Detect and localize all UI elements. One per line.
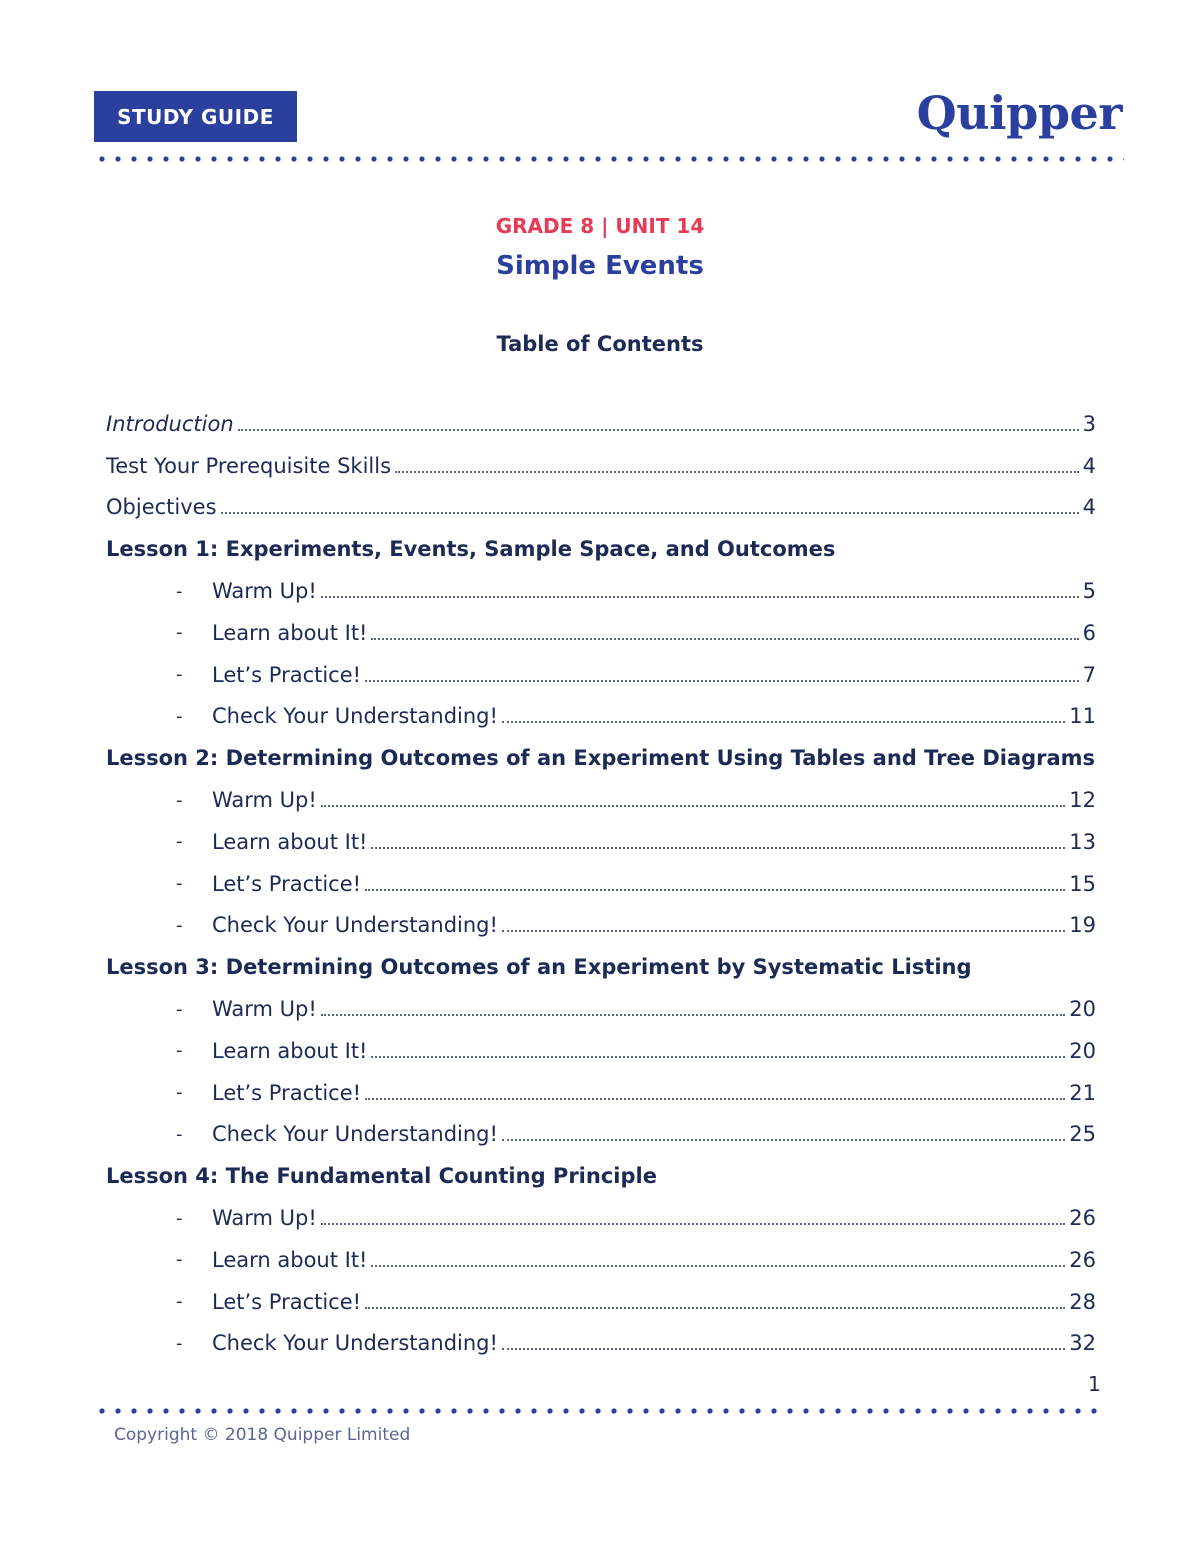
toc-entry-label: Learn about It!: [212, 829, 368, 854]
toc-entry: [106, 654, 1096, 696]
toc-dot-leader: [395, 471, 1079, 473]
toc-entry-label: Lesson 1: Experiments, Events, Sample Space, and Outcomes: [106, 537, 836, 562]
toc-entry-label: Check Your Understanding!: [212, 913, 498, 938]
toc-dot-leader: [502, 1348, 1065, 1350]
toc-lesson-heading: [106, 737, 1096, 779]
toc-dot-leader: [321, 596, 1079, 598]
toc-page-number: 28: [1069, 1289, 1096, 1314]
toc-page-number: 12: [1069, 788, 1096, 813]
toc-entry-label: Let’s Practice!: [212, 1289, 362, 1314]
toc-dot-leader: [502, 930, 1065, 932]
toc-entry: [106, 1281, 1096, 1323]
toc-entry: [106, 988, 1096, 1030]
toc-bullet: -: [176, 705, 183, 727]
footer-dotted-divider: [94, 1408, 1106, 1414]
toc-bullet: -: [176, 1249, 183, 1271]
toc-page-number: 19: [1069, 913, 1096, 938]
toc-entry-label: Let’s Practice!: [212, 662, 362, 687]
toc-dot-leader: [371, 1056, 1065, 1058]
toc-bullet: -: [176, 622, 183, 644]
toc-entry: [106, 779, 1096, 821]
toc-bullet: -: [176, 1082, 183, 1104]
page-number: 1: [1088, 1372, 1101, 1396]
toc-dot-leader: [371, 638, 1078, 640]
toc-dot-leader: [371, 1265, 1065, 1267]
toc-dot-leader: [221, 512, 1079, 514]
toc-bullet: -: [176, 1207, 183, 1229]
toc-entry: [106, 1030, 1096, 1072]
toc-entry-label: Lesson 2: Determining Outcomes of an Experiment Using Tables and Tree Diagrams: [106, 746, 1096, 771]
toc-bullet: -: [176, 1291, 183, 1313]
toc-dot-leader: [502, 1139, 1065, 1141]
toc-page-number: 26: [1069, 1247, 1096, 1272]
toc-bullet: -: [176, 873, 183, 895]
table-of-contents: [106, 403, 1096, 1364]
toc-entry-label: Warm Up!: [212, 788, 317, 813]
toc-bullet: -: [176, 1123, 183, 1145]
toc-entry-label: Let’s Practice!: [212, 871, 362, 896]
toc-entry-label: Objectives: [106, 495, 217, 520]
copyright-text: Copyright © 2018 Quipper Limited: [114, 1425, 411, 1445]
toc-bullet: -: [176, 789, 183, 811]
toc-entry-label: Check Your Understanding!: [212, 704, 498, 729]
toc-dot-leader: [371, 847, 1065, 849]
toc-entry-label: Warm Up!: [212, 1206, 317, 1231]
toc-lesson-heading: [106, 528, 1096, 570]
toc-entry: [106, 696, 1096, 738]
toc-entry-label: Lesson 4: The Fundamental Counting Principle: [106, 1164, 657, 1189]
toc-page-number: 4: [1082, 495, 1096, 520]
toc-dot-leader: [321, 1014, 1065, 1016]
toc-page-number: 20: [1069, 997, 1096, 1022]
toc-page-number: 32: [1069, 1331, 1096, 1356]
toc-dot-leader: [365, 680, 1079, 682]
toc-entry: [106, 487, 1096, 529]
toc-entry: [106, 863, 1096, 905]
toc-dot-leader: [502, 721, 1065, 723]
study-guide-badge: STUDY GUIDE: [94, 91, 297, 142]
toc-page-number: 13: [1069, 829, 1096, 854]
toc-page-number: 25: [1069, 1122, 1096, 1147]
toc-page-number: 26: [1069, 1206, 1096, 1231]
toc-page-number: 4: [1082, 453, 1096, 478]
toc-entry: [106, 905, 1096, 947]
toc-entry: [106, 445, 1096, 487]
toc-lesson-heading: [106, 946, 1096, 988]
toc-page-number: 5: [1082, 579, 1096, 604]
grade-unit-label: GRADE 8 | UNIT 14: [495, 214, 705, 238]
toc-entry-label: Learn about It!: [212, 1038, 368, 1063]
toc-entry-label: Warm Up!: [212, 997, 317, 1022]
toc-page-number: 11: [1069, 704, 1096, 729]
toc-entry: [106, 1072, 1096, 1114]
toc-bullet: -: [176, 914, 183, 936]
toc-entry-label: Learn about It!: [212, 620, 368, 645]
toc-page-number: 21: [1069, 1080, 1096, 1105]
toc-entry: [106, 821, 1096, 863]
toc-entry-label: Introduction: [106, 411, 234, 436]
toc-entry-label: Learn about It!: [212, 1247, 368, 1272]
toc-entry: [106, 612, 1096, 654]
toc-bullet: -: [176, 1332, 183, 1354]
toc-entry: [106, 1323, 1096, 1365]
toc-entry: [106, 1239, 1096, 1281]
toc-bullet: -: [176, 580, 183, 602]
toc-page-number: 20: [1069, 1038, 1096, 1063]
toc-dot-leader: [238, 429, 1079, 431]
page-title: Simple Events: [496, 251, 704, 281]
toc-entry-label: Let’s Practice!: [212, 1080, 362, 1105]
toc-page-number: 7: [1082, 662, 1096, 687]
toc-lesson-heading: [106, 1155, 1096, 1197]
toc-heading: Table of Contents: [496, 332, 704, 356]
toc-dot-leader: [365, 889, 1065, 891]
toc-page-number: 3: [1082, 411, 1096, 436]
toc-entry: [106, 570, 1096, 612]
toc-bullet: -: [176, 998, 183, 1020]
header-dotted-divider: [94, 156, 1124, 162]
toc-page-number: 6: [1082, 620, 1096, 645]
toc-entry-label: Lesson 3: Determining Outcomes of an Experiment by Systematic Listing: [106, 955, 972, 980]
toc-entry: [106, 1197, 1096, 1239]
toc-entry-label: Test Your Prerequisite Skills: [106, 453, 392, 478]
quipper-logo: Quipper: [916, 86, 1122, 140]
toc-bullet: -: [176, 831, 183, 853]
toc-dot-leader: [321, 1223, 1065, 1225]
toc-bullet: -: [176, 1040, 183, 1062]
toc-entry: [106, 403, 1096, 445]
toc-entry: [106, 1114, 1096, 1156]
toc-dot-leader: [365, 1098, 1065, 1100]
toc-entry-label: Check Your Understanding!: [212, 1122, 498, 1147]
toc-entry-label: Check Your Understanding!: [212, 1331, 498, 1356]
toc-bullet: -: [176, 664, 183, 686]
toc-dot-leader: [321, 805, 1065, 807]
toc-entry-label: Warm Up!: [212, 579, 317, 604]
toc-dot-leader: [365, 1307, 1065, 1309]
toc-page-number: 15: [1069, 871, 1096, 896]
